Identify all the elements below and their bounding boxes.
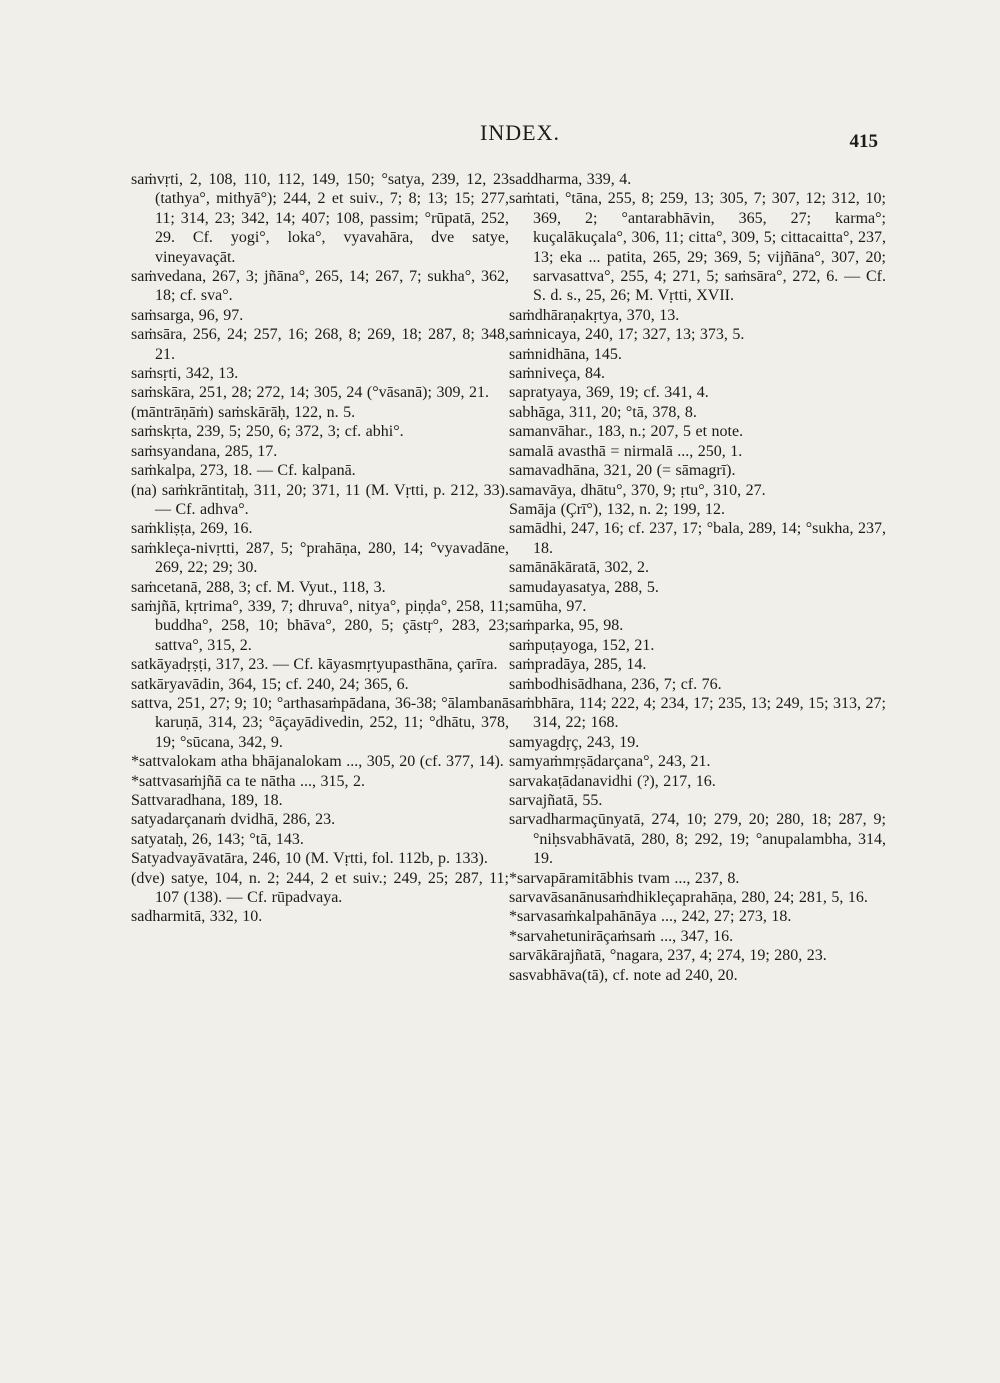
index-entry: saṁvedana, 267, 3; jñāna°, 265, 14; 267, 7; sukha°, 362, 18; cf. sva°. (131, 268, 509, 305)
index-entry: *sarvasaṁkalpahānāya ..., 242, 27; 273, 18. (509, 908, 792, 926)
index-entry: sapratyaya, 369, 19; cf. 341, 4. (509, 384, 709, 402)
index-entry: satyataḥ, 26, 143; °tā, 143. (131, 830, 304, 848)
index-entry: saddharma, 339, 4. (509, 171, 632, 188)
index-entry: saṁkleça-nivṛtti, 287, 5; °prahāṇa, 280, 14; °vyavadāne, 269, 22; 29; 30. (131, 539, 509, 577)
page-number: 415 (849, 131, 878, 152)
index-entry: saṁpradāya, 285, 14. (509, 656, 647, 674)
index-entry: *sattvalokam atha bhājanalokam ..., 305, 20 (cf. 377, 14). (131, 753, 504, 771)
index-entry: saṁnidhāna, 145. (509, 345, 622, 363)
index-entry: *sarvahetunirāçaṁsaṁ ..., 347, 16. (509, 927, 734, 945)
index-entry: saṁskāra, 251, 28; 272, 14; 305, 24 (°vāsanā); 309, 21. (131, 384, 489, 402)
index-entry: sarvajñatā, 55. (509, 792, 603, 809)
index-entry: saṁkliṣṭa, 269, 16. (131, 520, 253, 538)
index-entry: saṁpuṭayoga, 152, 21. (509, 636, 655, 654)
running-header: INDEX. (480, 120, 560, 145)
index-entry: samavadhāna, 321, 20 (= sāmagrī). (509, 462, 736, 480)
index-entry: sarvākārajñatā, °nagara, 237, 4; 274, 19; 280, 23. (509, 947, 827, 965)
index-entry: (na) saṁkrāntitaḥ, 311, 20; 371, 11 (M. Vṛtti, p. 212, 33). — Cf. adhva°. (131, 481, 509, 518)
right-column (509, 170, 886, 985)
index-entry: satkāryavādin, 364, 15; cf. 240, 24; 365, 6. (131, 675, 409, 693)
index-entry: saṁkalpa, 273, 18. — Cf. kalpanā. (131, 462, 356, 480)
index-entry: satyadarçanaṁ dvidhā, 286, 23. (131, 811, 336, 829)
index-entry: samūha, 97. (509, 597, 587, 615)
index-entry: (dve) satye, 104, n. 2; 244, 2 et suiv.; 249, 25; 287, 11; 107 (138). — Cf. rūpadvaya. (131, 869, 509, 907)
index-entry: saṁniveça, 84. (509, 365, 606, 383)
index-entry: samavāya, dhātu°, 370, 9; ṛtu°, 310, 27. (509, 481, 766, 499)
index-entry: saṁsyandana, 285, 17. (131, 442, 278, 460)
index-entry: samyaṁmṛṣādarçana°, 243, 21. (509, 753, 711, 771)
left-column (131, 170, 509, 927)
index-entry: (māntrāṇāṁ) saṁskārāḥ, 122, n. 5. (131, 403, 356, 421)
index-entry: *sarvapāramitābhis tvam ..., 237, 8. (509, 869, 740, 887)
index-entry: sarvadharmaçūnyatā, 274, 10; 279, 20; 280, 18; 287, 9; °niḥsvabhāvatā, 280, 8; 292, 19; °anupalambha, 314, 19. (509, 811, 886, 868)
index-entry: saṁcetanā, 288, 3; cf. M. Vyut., 118, 3. (131, 578, 386, 596)
index-entry: saṁbodhisādhana, 236, 7; cf. 76. (509, 675, 722, 693)
index-entry: samādhi, 247, 16; cf. 237, 17; °bala, 289, 14; °sukha, 237, 18. (509, 520, 886, 557)
index-entry: saṁdhāraṇakṛtya, 370, 13. (509, 306, 680, 324)
index-entry: Samāja (Çrī°), 132, n. 2; 199, 12. (509, 500, 726, 518)
index-entry: saṁsāra, 256, 24; 257, 16; 268, 8; 269, 18; 287, 8; 348, 21. (131, 326, 509, 363)
index-entry: samalā avasthā = nirmalā ..., 250, 1. (509, 442, 743, 460)
index-entry: saṁparka, 95, 98. (509, 617, 624, 635)
index-entry: saṁbhāra, 114; 222, 4; 234, 17; 235, 13; 249, 15; 313, 27; 314, 22; 168. (509, 694, 886, 732)
index-entry: sarvakaṭādanavidhi (?), 217, 16. (509, 772, 716, 790)
index-entry: samyagdṛç, 243, 19. (509, 733, 640, 751)
index-entry: Satyadvayāvatāra, 246, 10 (M. Vṛtti, fol. 112b, p. 133). (131, 850, 488, 868)
index-entry: sasvabhāva(tā), cf. note ad 240, 20. (509, 966, 738, 984)
index-entry: saṁskṛta, 239, 5; 250, 6; 372, 3; cf. abhi°. (131, 423, 404, 441)
index-entry: saṁjñā, kṛtrima°, 339, 7; dhruva°, nitya°, piṇḍa°, 258, 11; buddha°, 258, 10; bhāva°, 280, 5; çāstṛ°, 283, 23; sattva°, 315, 2. (131, 597, 509, 654)
index-entry: Sattvaradhana, 189, 18. (131, 792, 283, 809)
index-entry: saṁvṛti, 2, 108, 110, 112, 149, 150; °satya, 239, 12, 23 (tathya°, mithyā°); 244, 2 et suiv., 7; 8; 13; 15; 277, 11; 314, 23; 342, 14; 407; 108, passim; °rūpatā, 252, 29. Cf. yogi°, loka°, vyavahāra, dve satye, vineyavaçāt. (131, 171, 509, 266)
index-entry: saṁsarga, 96, 97. (131, 306, 244, 324)
index-entry: samanvāhar., 183, n.; 207, 5 et note. (509, 423, 744, 441)
index-entry: sattva, 251, 27; 9; 10; °arthasaṁpādana, 36-38; °ālambanā karuṇā, 314, 23; °āçayādivedin, 252, 11; °dhātu, 378, 19; °sūcana, 342, 9. (131, 694, 509, 751)
index-entry: satkāyadṛṣṭi, 317, 23. — Cf. kāyasmṛtyupasthāna, çarīra. (131, 656, 498, 674)
index-entry: saṁsṛti, 342, 13. (131, 365, 239, 383)
index-entry: samudayasatya, 288, 5. (509, 578, 659, 596)
index-entry: sadharmitā, 332, 10. (131, 908, 263, 926)
index-entry: sabhāga, 311, 20; °tā, 378, 8. (509, 403, 697, 421)
index-entry: saṁtati, °tāna, 255, 8; 259, 13; 305, 7; 307, 12; 312, 10; 369, 2; °antarabhāvin, 365, 27; karma°; kuçalākuçala°, 306, 11; citta°, 309, 5; cittacaitta°, 237, 13; eka ... patita, 265, 29; 369, 5; vijñāna°, 307, 20; sarvasattva°, 255, 4; 271, 5; saṁsāra°, 272, 6. — Cf. S. d. s., 25, 26; M. Vṛtti, XVII. (509, 190, 886, 305)
index-entry: samānākāratā, 302, 2. (509, 559, 650, 577)
index-entry: saṁnicaya, 240, 17; 327, 13; 373, 5. (509, 326, 745, 344)
index-entry: sarvavāsanānusaṁdhikleçaprahāṇa, 280, 24; 281, 5, 16. (509, 889, 868, 907)
index-entry: *sattvasaṁjñā ca te nātha ..., 315, 2. (131, 772, 366, 790)
